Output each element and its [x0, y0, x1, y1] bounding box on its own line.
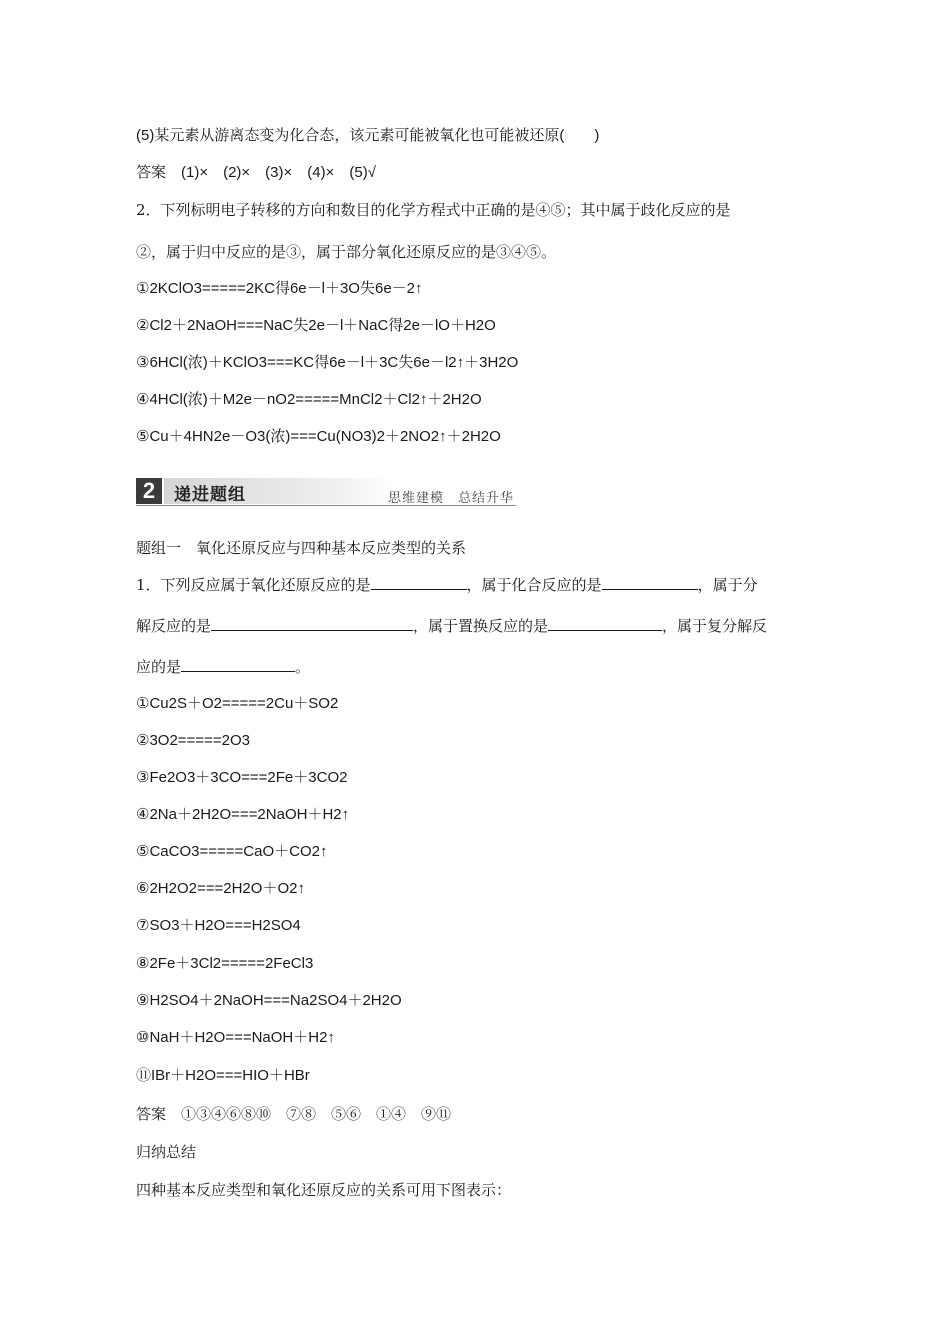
summary-text: 四种基本反应类型和氧化还原反应的关系可用下图表示：	[136, 1181, 512, 1199]
question-1-line2	[136, 615, 767, 636]
question-2-line2: ②，属于归中反应的是③，属于部分氧化还原反应的是③④⑤。	[136, 243, 557, 261]
reaction-2: ②3O2=====2O3	[136, 732, 250, 749]
q1-text-6: ，属于复分解反	[662, 617, 768, 635]
equation-4: ④4HCl(浓)＋M2e－nO2=====MnCl2＋Cl2↑＋2H2O	[136, 391, 482, 408]
equation-3: ③6HCl(浓)＋KClO3===KC得6e－l＋3C失6e－l2↑＋3H2O	[136, 354, 519, 371]
q1-text-3: ，属于分	[697, 576, 758, 594]
equation-5: ⑤Cu＋4HN2e－O3(浓)===Cu(NO3)2＋2NO2↑＋2H2O	[136, 428, 501, 445]
answer-blank-combination[interactable]	[602, 574, 698, 590]
section-banner	[136, 478, 516, 506]
section-title-bar	[164, 478, 396, 504]
question-5: (5)某元素从游离态变为化合态，该元素可能被氧化也可能被还原( )	[136, 127, 600, 144]
answer-blank-decomposition[interactable]	[211, 615, 413, 631]
answer-blank-double-displacement[interactable]	[181, 656, 295, 672]
section-title: 递进题组	[174, 485, 246, 505]
answer-line-group1: 答案 ①③④⑥⑧⑩ ⑦⑧ ⑤⑥ ①④ ⑨⑪	[136, 1105, 452, 1123]
reaction-3: ③Fe2O3＋3CO===2Fe＋3CO2	[136, 769, 348, 786]
reaction-8: ⑧2Fe＋3Cl2=====2FeCl3	[136, 955, 314, 972]
reaction-10: ⑩NaH＋H2O===NaOH＋H2↑	[136, 1029, 335, 1046]
reaction-6: ⑥2H2O2===2H2O＋O2↑	[136, 880, 305, 897]
reaction-1: ①Cu2S＋O2=====2Cu＋SO2	[136, 695, 339, 712]
answer-line-top: 答案 (1)× (2)× (3)× (4)× (5)√	[136, 164, 376, 181]
answer-blank-redox[interactable]	[371, 574, 467, 590]
group-1-heading: 题组一 氧化还原反应与四种基本反应类型的关系	[136, 539, 467, 557]
question-2-line1: 2．下列标明电子转移的方向和数目的化学方程式中正确的是④⑤；其中属于歧化反应的是	[136, 201, 731, 219]
summary-title: 归纳总结	[136, 1143, 197, 1161]
reaction-7: ⑦SO3＋H2O===H2SO4	[136, 917, 301, 934]
q1-text-1: 1．下列反应属于氧化还原反应的是	[136, 576, 371, 594]
section-rule	[136, 505, 516, 506]
reaction-9: ⑨H2SO4＋2NaOH===Na2SO4＋2H2O	[136, 992, 402, 1009]
section-subtitle: 思维建模 总结升华	[387, 491, 514, 506]
answer-blank-displacement[interactable]	[548, 615, 662, 631]
reaction-5: ⑤CaCO3=====CaO＋CO2↑	[136, 843, 328, 860]
q1-text-4: 解反应的是	[136, 617, 212, 635]
reaction-11: ⑪IBr＋H2O===HIO＋HBr	[136, 1067, 310, 1084]
section-number: 2	[136, 478, 162, 504]
q1-text-5: ，属于置换反应的是	[413, 617, 549, 635]
equation-1: ①2KClO3=====2KC得6e－l＋3O失6e－2↑	[136, 280, 423, 297]
q1-text-7: 应的是	[136, 658, 182, 676]
reaction-4: ④2Na＋2H2O===2NaOH＋H2↑	[136, 806, 350, 823]
question-1-line3	[136, 656, 310, 677]
q1-text-8: 。	[295, 658, 311, 676]
equation-2: ②Cl2＋2NaOH===NaC失2e－l＋NaC得2e－lO＋H2O	[136, 317, 496, 334]
q1-text-2: ，属于化合反应的是	[466, 576, 602, 594]
question-1-line1	[136, 574, 758, 595]
